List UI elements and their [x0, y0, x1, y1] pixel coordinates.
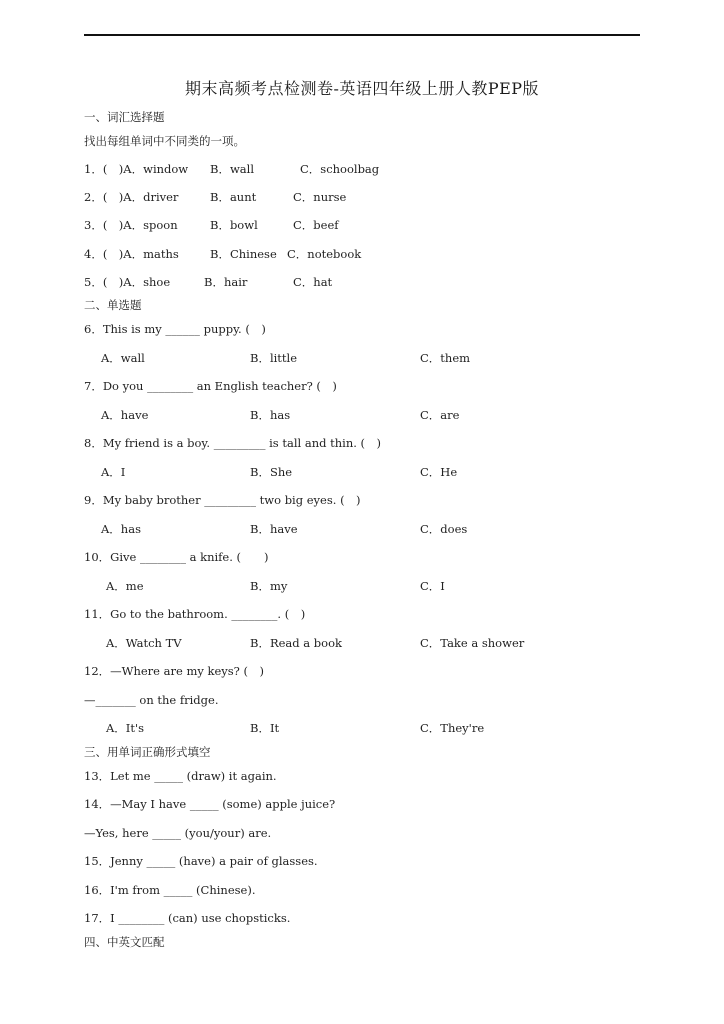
option-a: A．me [106, 579, 144, 593]
option-a: A．wall [101, 351, 145, 365]
option-c: C．He [420, 465, 458, 479]
option-b: B．Chinese [210, 247, 277, 261]
option-c: C．are [420, 408, 460, 422]
section-heading: 二、单选题 [84, 298, 142, 312]
question-stem-continued: —_______ on the fridge. [84, 693, 219, 707]
option-b: B．hair [204, 275, 248, 289]
question-15: 15．Jenny _____ (have) a pair of glasses. [84, 854, 318, 868]
option-b: B．have [250, 522, 298, 536]
option-c: C．them [420, 351, 471, 365]
option-c: C．schoolbag [300, 162, 380, 176]
question-stem: 7．Do you ________ an English teacher? ( ) [84, 379, 337, 393]
question-stem: 12．—Where are my keys? ( ) [84, 664, 264, 678]
option-b: B．She [250, 465, 293, 479]
question-stem: 3．( )A．spoon [84, 218, 178, 232]
option-c: C．Take a shower [420, 636, 525, 650]
question-stem: 8．My friend is a boy. _________ is tall and thin. ( ) [84, 436, 382, 450]
option-a: A．It's [106, 721, 145, 735]
option-c: C．does [420, 522, 468, 536]
question-14: 14．—May I have _____ (some) apple juice? [84, 797, 336, 811]
question-stem: 10．Give ________ a knife. ( ) [84, 550, 269, 564]
option-c: C．nurse [293, 190, 347, 204]
option-b: B．little [250, 351, 298, 365]
question-stem: 6．This is my ______ puppy. ( ) [84, 322, 266, 336]
option-b: B．It [250, 721, 280, 735]
option-c: C．I [420, 579, 445, 593]
question-stem: 9．My baby brother _________ two big eyes. ( ) [84, 493, 361, 507]
option-b: B．bowl [210, 218, 258, 232]
section-heading: 三、用单词正确形式填空 [84, 745, 211, 759]
option-b: B．wall [210, 162, 255, 176]
question-17: 17．I ________ (can) use chopsticks. [84, 911, 291, 925]
page-title: 期末高频考点检测卷-英语四年级上册人教PEP版 [184, 79, 540, 98]
question-stem: 2．( )A．driver [84, 190, 179, 204]
option-c: C．They're [420, 721, 485, 735]
question-stem: 11．Go to the bathroom. ________. ( ) [84, 607, 306, 621]
section-heading: 一、词汇选择题 [84, 110, 165, 124]
option-c: C．notebook [287, 247, 362, 261]
option-b: B．has [250, 408, 291, 422]
question-13: 13．Let me _____ (draw) it again. [84, 769, 277, 783]
question-14-continued: —Yes, here _____ (you/your) are. [84, 826, 272, 840]
option-a: A．have [101, 408, 149, 422]
header-rule [84, 34, 640, 36]
option-a: A．I [101, 465, 126, 479]
option-a: A．has [101, 522, 141, 536]
option-b: B．Read a book [250, 636, 342, 650]
option-c: C．hat [293, 275, 333, 289]
question-stem: 5．( )A．shoe [84, 275, 171, 289]
question-16: 16．I'm from _____ (Chinese). [84, 883, 256, 897]
option-b: B．my [250, 579, 288, 593]
section-instruction: 找出每组单词中不同类的一项。 [84, 134, 245, 148]
section-heading: 四、中英文匹配 [84, 935, 165, 949]
option-c: C．beef [293, 218, 339, 232]
question-stem: 1．( )A．window [84, 162, 189, 176]
option-a: A．Watch TV [106, 636, 182, 650]
option-b: B．aunt [210, 190, 257, 204]
question-stem: 4．( )A．maths [84, 247, 179, 261]
